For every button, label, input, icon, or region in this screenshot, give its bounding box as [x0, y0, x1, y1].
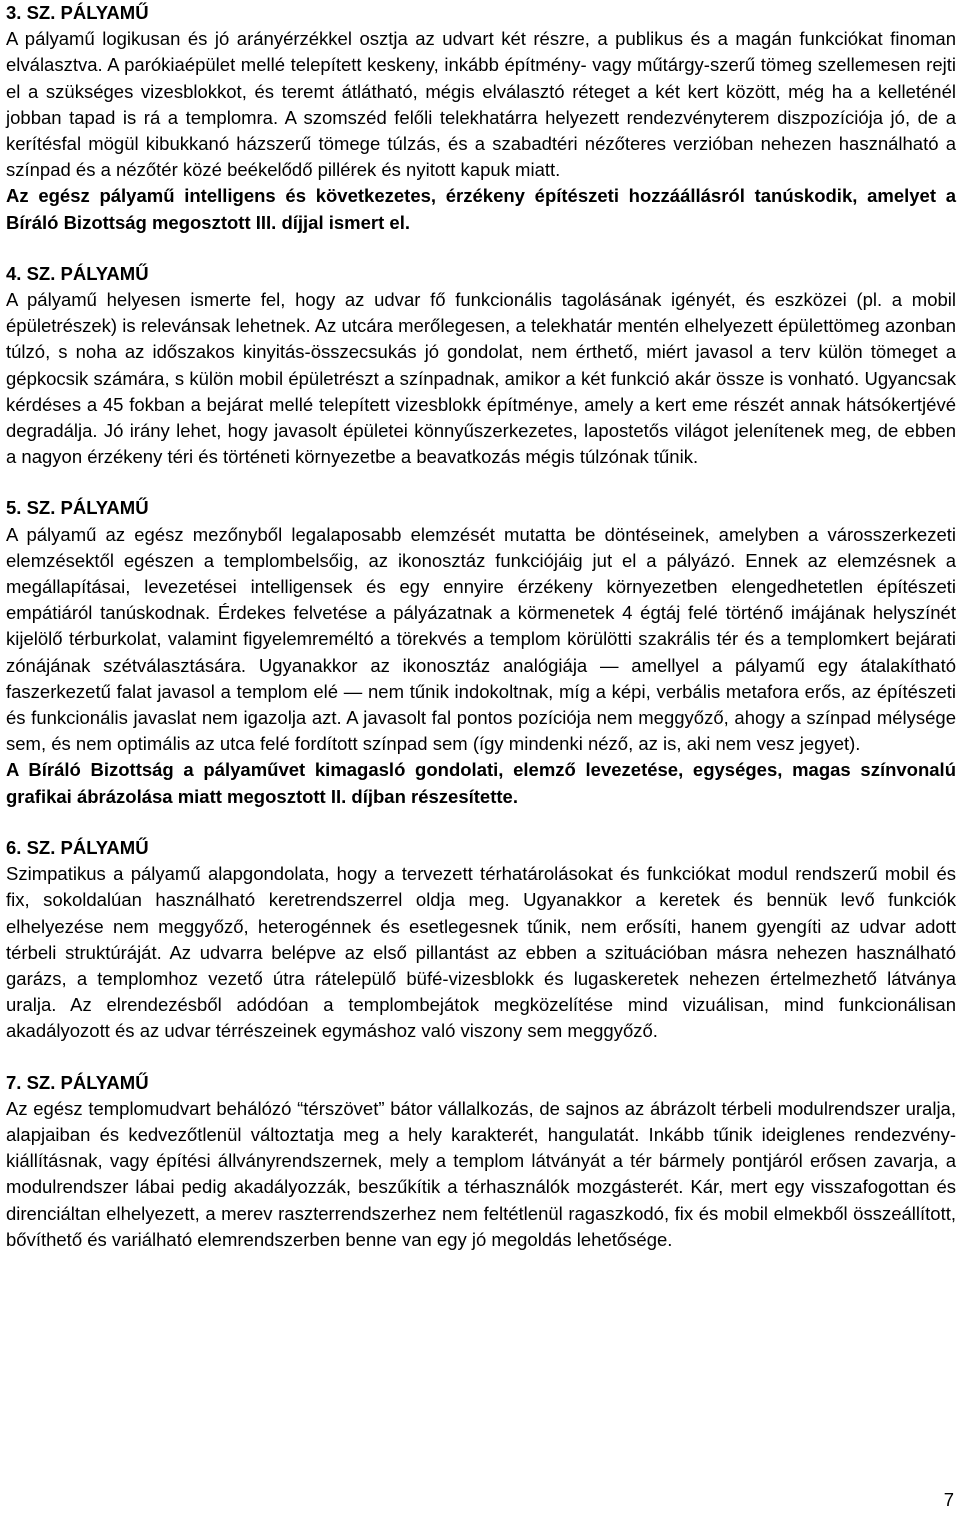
jury-verdict: Az egész pályamű intelligens és következetes, érzékeny építészeti hozzáállásról tanúskodik, amelyet a Bíráló Bizottság megosztott III. díjjal ismert el.: [6, 185, 956, 233]
entry-paragraph: A pályamű helyesen ismerte fel, hogy az udvar fő funkcionális tagolásának igényét, és eszközei (pl. a mobil épületrészek) is relevánsak lehetnek. Az utcára merőlegesen, a telekhatár mentén elhelyezett épülettömeg azonban túlzó, s noha az időszakos kinyitás-összecsukás jó gondolat, nem érthető, miért javasol a terv külön tömeget a gépkocsik számára, s külön mobil épületrészt a színpadnak, amikor a két funkció akár össze is vonható. Ugyancsak kérdéses a 45 fokban a bejárat mellé telepített vizesblokk építménye, amely a kert eme részét annak hátsókertjévé degradálja. Jó irány lehet, hogy javasolt épületei könnyűszerkezetes, lapostetős világot jelenítenek meg, de ebben a nagyon érzékeny téri és történeti környezetbe a beavatkozás mégis túlzónak tűnik.: [6, 289, 956, 468]
entry-paragraph: Szimpatikus a pályamű alapgondolata, hogy a tervezett térhatárolásokat és funkciókat modul rendszerű mobil és fix, sokoldalúan használható keretrendszerrel oldja meg. Ugyanakkor a keretek és bennük levő funkciók elhelyezése nem meggyőző, heterogénnek és esetlegesnek tűnik, nem erősíti, hanem gyengíti az udvar adott térbeli struktúráját. Az udvarra belépve az első pillantást az ebben a szituációban másra nehezen használható garázs, a templomhoz vezető útra rátelepülő büfé-vizesblokk és lugaskeretek nehezen értelmezhető látványa uralja. Az elrendezésből adódóan a templombejátok megközelítése mind vizuálisan, mind funkcionálisan akadályozott és az udvar térrészeinek egymáshoz való viszony sem meggyőző.: [6, 863, 956, 1042]
jury-verdict: A Bíráló Bizottság a pályaművet kimagasló gondolati, elemző levezetése, egységes, magas színvonalú grafikai ábrázolása miatt megosztott II. díjban részesítette.: [6, 759, 956, 807]
entry-heading: 4. SZ. PÁLYAMŰ: [6, 262, 149, 284]
entry-3: [6, 0, 956, 236]
entry-4: [6, 261, 956, 471]
entry-heading: 6. SZ. PÁLYAMŰ: [6, 836, 149, 858]
entry-heading: 3. SZ. PÁLYAMŰ: [6, 2, 149, 23]
entry-heading: 5. SZ. PÁLYAMŰ: [6, 497, 149, 519]
page-number: 7: [943, 1489, 954, 1510]
entry-5: [6, 495, 956, 809]
entry-7: [6, 1070, 956, 1253]
entry-paragraph: A pályamű logikusan és jó arányérzékkel osztja az udvart két részre, a publikus és a magán funkciókat finoman elválasztva. A parókiaépület mellé telepített keskeny, inkább építmény- vagy műtárgy-szerű tömeg szellemesen rejti el a szükséges vizesblokkot, és teremt átlátható, mégis elválasztó réteget a két kert között, még ha a kelleténél jobban tapad is rá a templomra. A szomszéd felőli telekhatárra helyezett rendezvényterem diszpozíciója jó, de a kerítésfal mögül kibukkanó házszerű tömege túlzás, és a szabadtéri nézőteres verzióban nehezen használható a színpad és a nézőtér közé beékelődő pillérek és nyitott kapuk miatt.: [6, 28, 956, 181]
entry-paragraph: A pályamű az egész mezőnyből legalaposabb elemzését mutatta be döntéseinek, amelyben a városszerkezeti elemzésektől egészen a templombelsőig, az ikonosztáz funkciójáig jut el a pályázó. Ennek az elemzésnek a megállapításai, levezetései intelligensek és egy ennyire érzékeny környezetben elengedhetetlen építészeti empátiáról tanúskodnak. Érdekes felvetése a pályázatnak a körmenetek 4 égtáj felé történő imájának helyszínét kijelölő térburkolat, valamint figyelemreméltó a törekvés a templom körülötti szakrális tér és a templomkert bejárati zónájának szétválasztására. Ugyanakkor az ikonosztáz analógiája — amellyel a pályamű egy átalakítható faszerkezetű falat javasol a templom elé — nem tűnik indokoltnak, míg a képi, verbális metafora erős, az építészeti és funkcionális javaslat nem igazolja azt. A javasolt fal pontos pozíciója nem meggyőző, ahogy a színpad mélysége sem, és nem optimális az utca felé fordított színpad sem (így mindenki néző, az is, aki nem vesz jegyet).: [6, 523, 956, 755]
entry-6: [6, 835, 956, 1045]
entry-paragraph: Az egész templomudvart behálózó “térszövet” bátor vállalkozás, de sajnos az ábrázolt térbeli modulrendszer uralja, alapjaiban és kedvezőtlenül változtatja meg a hely karakterét, hangulatát. Inkább tűnik ideiglenes rendezvény-kiállításnak, vagy építési állványrendszernek, mely a templom látványát a tér bármely pontjáról erősen zavarja, a modulrendszer lábai pedig akadályozzák, beszűkítik a térhasználók mozgásterét. Kár, mert egy visszafogottan és direnciáltan elhelyezett, a merev raszterrendszerhez nem feltétlenül ragaszkodó, fix és mobil elmekből összeállított, bővíthető és variálható elemrendszerben benne van egy jó megoldás lehetősége.: [6, 1097, 956, 1250]
document-page: [6, 0, 956, 1253]
entry-heading: 7. SZ. PÁLYAMŰ: [6, 1071, 149, 1093]
